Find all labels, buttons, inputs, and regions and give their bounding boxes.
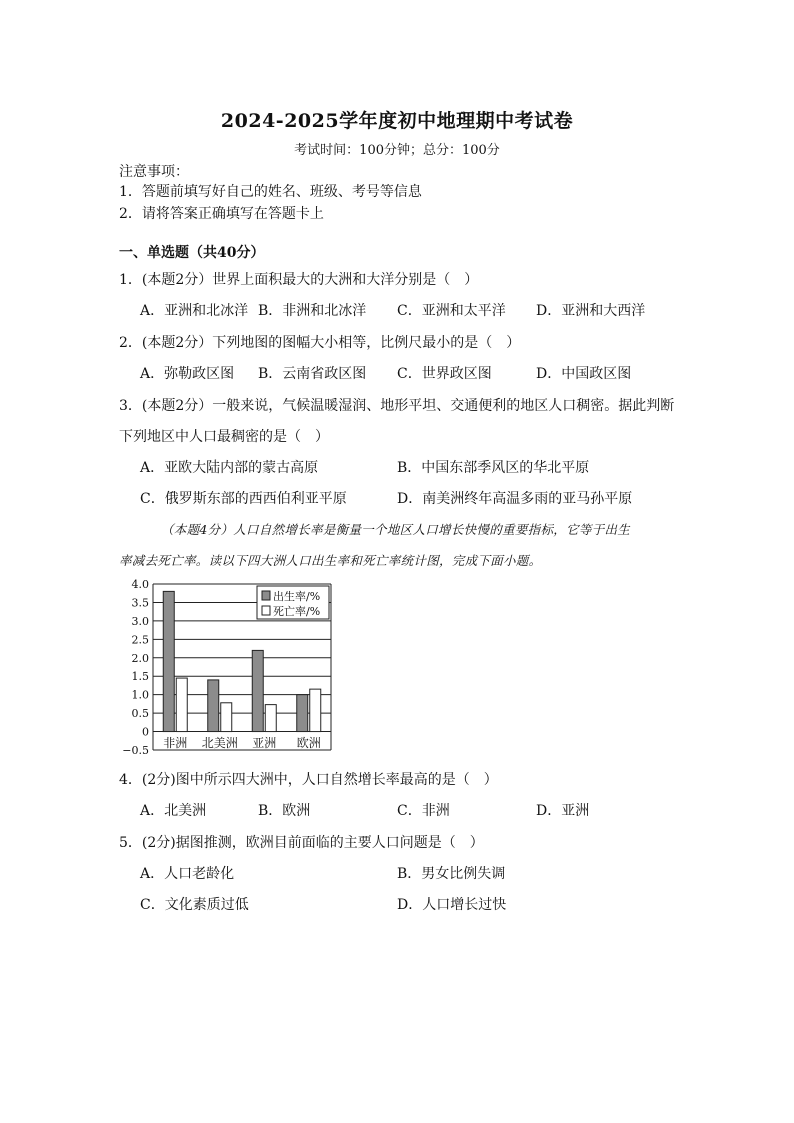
option-b: B．非洲和北冰洋 [258,303,367,319]
birth-rate-bar [252,650,263,731]
death-rate-bar [310,689,321,731]
section-heading: 一、单选题（共40分） [119,245,265,261]
y-tick-label: 0 [142,725,149,739]
death-rate-bar [221,703,232,732]
birth-rate-bar [208,680,219,732]
passage-line: 率减去死亡率。读以下四大洲人口出生率和死亡率统计图，完成下面小题。 [119,553,542,568]
option-b: B．中国东部季风区的华北平原 [397,460,590,476]
option-d: D．亚洲和大西洋 [536,303,646,319]
category-label: 非洲 [163,736,188,750]
option-d: D．南美洲终年高温多雨的亚马孙平原 [397,491,633,507]
y-tick-label: 3.0 [131,614,149,628]
option-b: B．欧洲 [258,803,311,819]
exam-info: 考试时间：100分钟；总分：100分 [294,143,500,158]
y-tick-label: 1.5 [131,670,149,684]
y-tick-label: 4.0 [131,578,149,591]
option-c: C．俄罗斯东部的西西伯利亚平原 [140,491,347,507]
passage-line: （本题4分）人口自然增长率是衡量一个地区人口增长快慢的重要指标，它等于出生 [161,522,631,537]
option-c: C．世界政区图 [397,366,492,382]
category-label: 北美洲 [201,736,238,750]
legend-label: 死亡率/% [273,605,321,618]
question-stem-cont: 下列地区中人口最稠密的是（ ） [119,429,329,445]
legend-swatch [262,606,270,615]
question-stem: 3．(本题2分）一般来说，气候温暖湿润、地形平坦、交通便利的地区人口稠密。据此判断 [119,398,675,414]
legend-swatch [262,591,270,600]
option-a: A．弥勒政区图 [140,366,235,382]
note-item: 1．答题前填写好自己的姓名、班级、考号等信息 [119,184,422,200]
option-b: B．云南省政区图 [258,366,367,382]
question-stem: 1．(本题2分）世界上面积最大的大洲和大洋分别是（ ） [119,272,479,288]
y-tick-label: 3.5 [131,596,149,610]
legend-label: 出生率/% [273,590,321,603]
death-rate-bar [176,678,187,731]
option-a: A．亚欧大陆内部的蒙古高原 [140,460,319,476]
option-c: C．文化素质过低 [140,897,249,913]
option-d: D．中国政区图 [536,366,632,382]
death-rate-bar [265,705,276,732]
y-tick-label: 0.5 [131,707,149,721]
option-c: C．非洲 [397,803,450,819]
option-d: D．亚洲 [536,803,590,819]
category-label: 欧洲 [296,736,321,750]
birth-rate-bar [297,695,308,732]
note-item: 2．请将答案正确填写在答题卡上 [119,206,324,222]
notes-heading: 注意事项： [119,164,189,180]
y-tick-label: −0.5 [122,744,149,756]
option-d: D．人口增长过快 [397,897,507,913]
y-tick-label: 1.0 [131,688,149,702]
question-stem: 2．(本题2分）下列地图的图幅大小相等，比例尺最小的是（ ） [119,335,521,351]
birth-rate-bar [163,591,174,731]
y-tick-label: 2.0 [131,651,149,665]
option-b: B．男女比例失调 [397,866,506,882]
option-a: A．北美洲 [140,803,207,819]
question-stem: 5．(2分)据图推测，欧洲目前面临的主要人口问题是（ ） [119,835,484,851]
birth-death-rate-chart [118,576,338,756]
y-tick-label: 2.5 [131,633,149,647]
question-stem: 4．(2分)图中所示四大洲中，人口自然增长率最高的是（ ） [119,772,498,788]
option-a: A．亚洲和北冰洋 [140,303,249,319]
category-label: 亚洲 [252,736,277,750]
exam-title: 2024-2025学年度初中地理期中考试卷 [220,110,574,132]
option-a: A．人口老龄化 [140,866,235,882]
option-c: C．亚洲和太平洋 [397,303,506,319]
